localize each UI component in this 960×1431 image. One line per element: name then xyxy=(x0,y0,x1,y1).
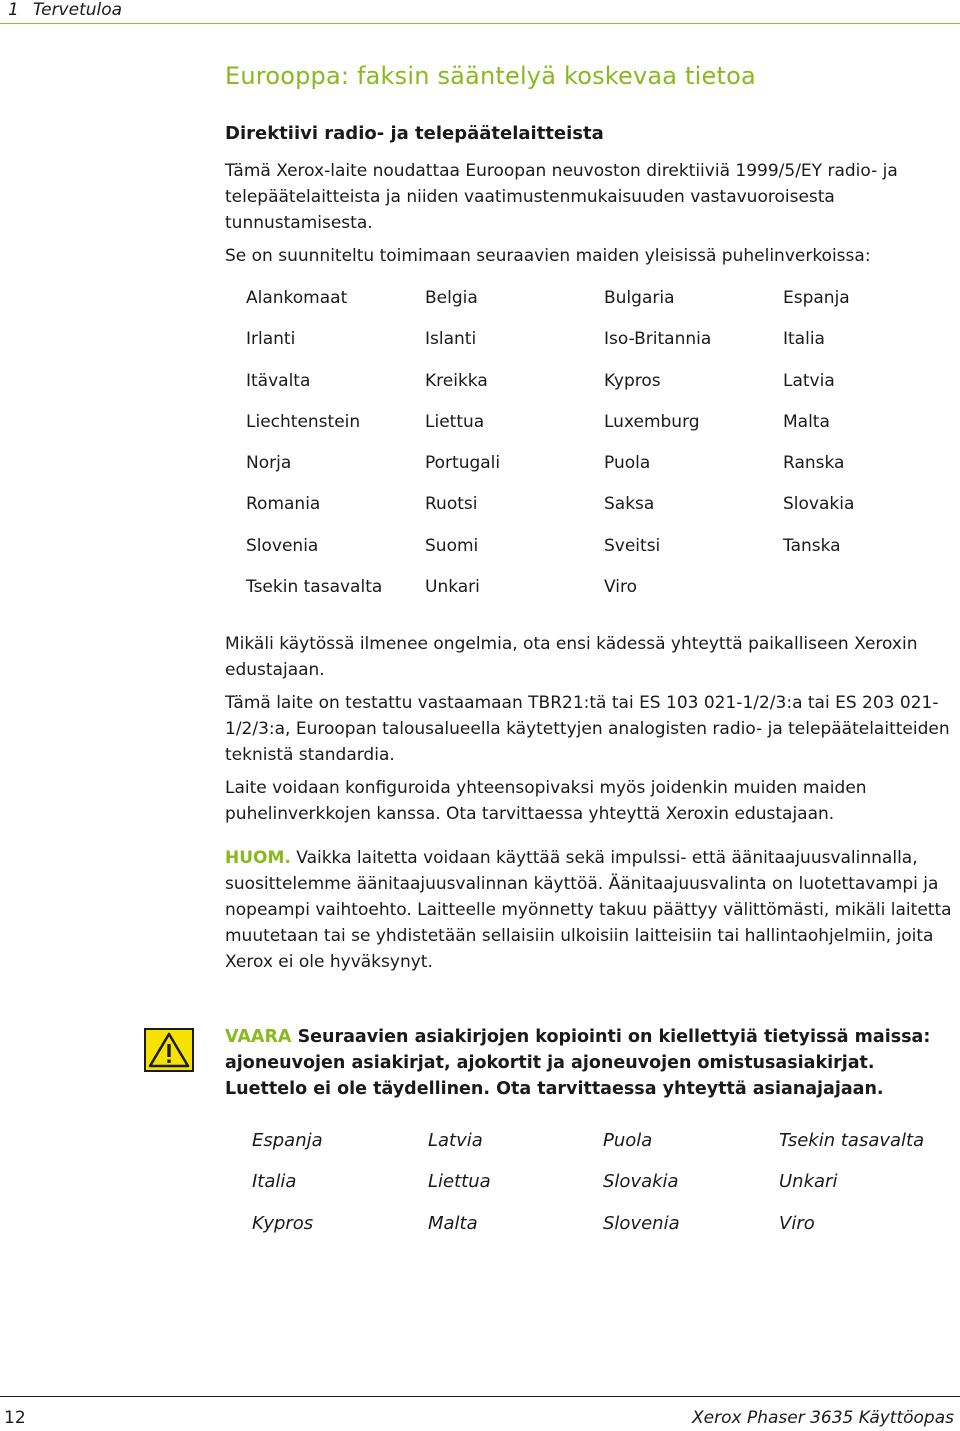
section-heading: Direktiivi radio- ja telepäätelaitteista xyxy=(225,123,604,144)
chapter-number: 1 xyxy=(8,0,19,20)
country-cell: Portugali xyxy=(425,453,501,474)
country-cell: Italia xyxy=(252,1171,297,1193)
country-cell: Puola xyxy=(604,453,651,474)
table-row xyxy=(252,1170,952,1211)
country-cell: Slovakia xyxy=(783,494,855,515)
table-row xyxy=(246,534,956,575)
country-cell: Tanska xyxy=(783,535,841,556)
country-cell: Slovenia xyxy=(246,535,319,556)
note-label: HUOM. xyxy=(225,848,291,868)
note-text: Vaikka laitetta voidaan käyttää sekä impulssi- että äänitaajuusvalinnalla, suosittelemme äänitaajuusvalinnan käyttöä. Äänitaajuusvalinta on luotettavampi ja nopeampi vaihtoehto. Laitteelle myönnetty takuu päättyy välittömästi, mikäli laitetta muutetaan tai se yhdistetään sellaisiin ulkoisiin laitteisiin tai hallintaohjelmiin, joita Xerox ei ole hyväksynyt. xyxy=(225,848,952,972)
header-text xyxy=(8,0,136,20)
country-cell: Norja xyxy=(246,453,292,474)
intro-paragraph: Tämä Xerox-laite noudattaa Euroopan neuvoston direktiiviä 1999/5/EY radio- ja telepäätelaitteista ja niiden vaatimustenmukaisuuden vastavuoroisesta tunnustamisesta. xyxy=(225,161,898,233)
country-cell: Latvia xyxy=(783,370,835,391)
country-cell: Slovenia xyxy=(603,1212,680,1234)
country-cell: Malta xyxy=(783,411,830,432)
table-row xyxy=(246,369,956,410)
table-row xyxy=(246,410,956,451)
country-cell: Puola xyxy=(603,1130,653,1151)
country-cell: Liechtenstein xyxy=(246,411,361,432)
country-cell: Sveitsi xyxy=(604,535,661,556)
table-row xyxy=(246,451,956,492)
country-cell: Unkari xyxy=(779,1171,838,1193)
table-row xyxy=(246,286,956,327)
footer-rule xyxy=(0,1396,960,1397)
country-cell: Ruotsi xyxy=(425,494,478,515)
warning-block xyxy=(225,1024,955,1102)
country-cell: Espanja xyxy=(252,1130,323,1151)
chapter-title: Tervetuloa xyxy=(32,0,123,20)
country-cell: Alankomaat xyxy=(246,288,348,308)
country-cell: Unkari xyxy=(425,577,480,598)
config-paragraph: Laite voidaan konfiguroida yhteensopivaksi myös joidenkin muiden maiden puhelinverkkojen kanssa. Ota tarvittaessa yhteyttä Xeroxin edustajaan. xyxy=(225,778,867,824)
tested-paragraph: Tämä laite on testattu vastaamaan TBR21:tä tai ES 103 021-1/2/3:a tai ES 203 021-1/2/3:a, Euroopan talousalueella käytettyjen analogisten radio- ja telepäätelaitteiden teknistä standardia. xyxy=(225,693,950,765)
page-header xyxy=(0,0,960,24)
country-cell: Belgia xyxy=(425,288,478,308)
country-cell: Viro xyxy=(604,577,637,598)
country-cell: Bulgaria xyxy=(604,288,675,308)
country-cell: Italia xyxy=(783,329,825,350)
page-number: 12 xyxy=(4,1408,26,1428)
warning-text: Seuraavien asiakirjojen kopiointi on kiellettyiä tietyissä maissa: ajoneuvojen asiakirjat, ajokortit ja ajoneuvojen omistusasiakirjat. Luettelo ei ole täydellinen. Ota tarvittaessa yhteyttä asianajajaan. xyxy=(225,1027,931,1099)
country-cell: Ranska xyxy=(783,453,845,474)
country-cell: Iso-Britannia xyxy=(604,329,712,350)
warning-triangle-icon xyxy=(144,1028,194,1072)
country-cell: Kypros xyxy=(604,370,661,391)
warning-label: VAARA xyxy=(225,1027,292,1047)
restricted-countries-table xyxy=(252,1129,952,1253)
country-cell: Itävalta xyxy=(246,370,311,391)
countries-table xyxy=(246,286,956,616)
country-cell: Slovakia xyxy=(603,1171,679,1193)
note-block xyxy=(225,845,955,975)
table-row xyxy=(252,1129,952,1170)
country-cell: Malta xyxy=(428,1212,478,1234)
country-cell: Liettua xyxy=(425,411,485,432)
table-row xyxy=(246,327,956,368)
problems-paragraph: Mikäli käytössä ilmenee ongelmia, ota ensi kädessä yhteyttä paikalliseen Xeroxin edustajaan. xyxy=(225,634,918,680)
table-row xyxy=(246,492,956,533)
page-title: Eurooppa: faksin sääntelyä koskevaa tietoa xyxy=(225,62,756,90)
country-cell: Tsekin tasavalta xyxy=(246,577,383,598)
country-cell: Romania xyxy=(246,494,321,515)
country-cell: Kypros xyxy=(252,1212,314,1234)
country-cell: Islanti xyxy=(425,329,477,350)
country-cell: Tsekin tasavalta xyxy=(779,1130,925,1151)
country-cell: Kreikka xyxy=(425,370,488,391)
table-row xyxy=(246,575,956,616)
country-cell: Liettua xyxy=(428,1171,491,1193)
networks-paragraph: Se on suunniteltu toimimaan seuraavien maiden yleisissä puhelinverkoissa: xyxy=(225,246,871,266)
country-cell: Latvia xyxy=(428,1130,483,1151)
country-cell: Luxemburg xyxy=(604,411,700,432)
header-rule xyxy=(0,23,960,24)
table-row xyxy=(252,1212,952,1253)
country-cell: Espanja xyxy=(783,288,850,308)
country-cell: Irlanti xyxy=(246,329,296,350)
document-title: Xerox Phaser 3635 Käyttöopas xyxy=(692,1408,954,1428)
country-cell: Suomi xyxy=(425,535,479,556)
country-cell: Saksa xyxy=(604,494,655,515)
country-cell: Viro xyxy=(779,1212,815,1234)
